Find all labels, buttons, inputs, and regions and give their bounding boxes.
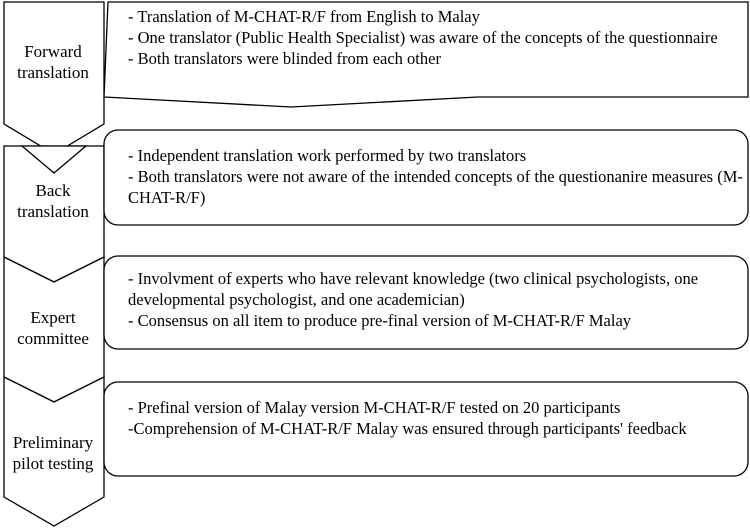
stage-label-line: translation: [17, 202, 89, 221]
list-item: - Translation of M-CHAT-R/F from English to Malay: [128, 7, 480, 26]
list-item: - Both translators were blinded from each other: [128, 49, 441, 68]
stage-label-line: Forward: [24, 42, 82, 61]
expert-committee-bullets: [128, 268, 748, 331]
stage-label-pilot-testing: [2, 432, 104, 474]
list-item: - Involvment of experts who have relevant knowledge (two clinical psychologists, one developmental psychologist, and one academician): [128, 269, 699, 309]
list-item: - One translator (Public Health Specialist) was aware of the concepts of the questionnaire: [128, 28, 718, 47]
stage-label-line: Preliminary: [12, 433, 94, 452]
forward-translation-bullets: [128, 6, 748, 69]
list-item: - Consensus on all item to produce pre-final version of M-CHAT-R/F Malay: [128, 311, 632, 330]
stage-label-line: translation: [17, 63, 89, 82]
back-translation-bullets: [128, 145, 748, 208]
stage-label-expert-committee: [2, 307, 104, 349]
stage-label-back-translation: [2, 180, 104, 222]
pilot-testing-bullets: [128, 397, 748, 439]
stage-label-line: committee: [17, 329, 89, 348]
list-item: - Independent translation work performed by two translators: [128, 146, 527, 165]
stage-label-line: Back: [35, 181, 71, 200]
list-item: - Prefinal version of Malay version M-CHAT-R/F tested on 20 participants: [128, 398, 621, 417]
stage-label-line: pilot testing: [12, 454, 94, 473]
stage-label-forward-translation: [2, 41, 104, 83]
stage-label-line: Expert: [30, 308, 76, 327]
list-item: -Comprehension of M-CHAT-R/F Malay was ensured through participants' feedback: [128, 419, 687, 438]
list-item: - Both translators were not aware of the intended concepts of the questionanire measures (M-CHAT-R/F): [128, 167, 743, 207]
